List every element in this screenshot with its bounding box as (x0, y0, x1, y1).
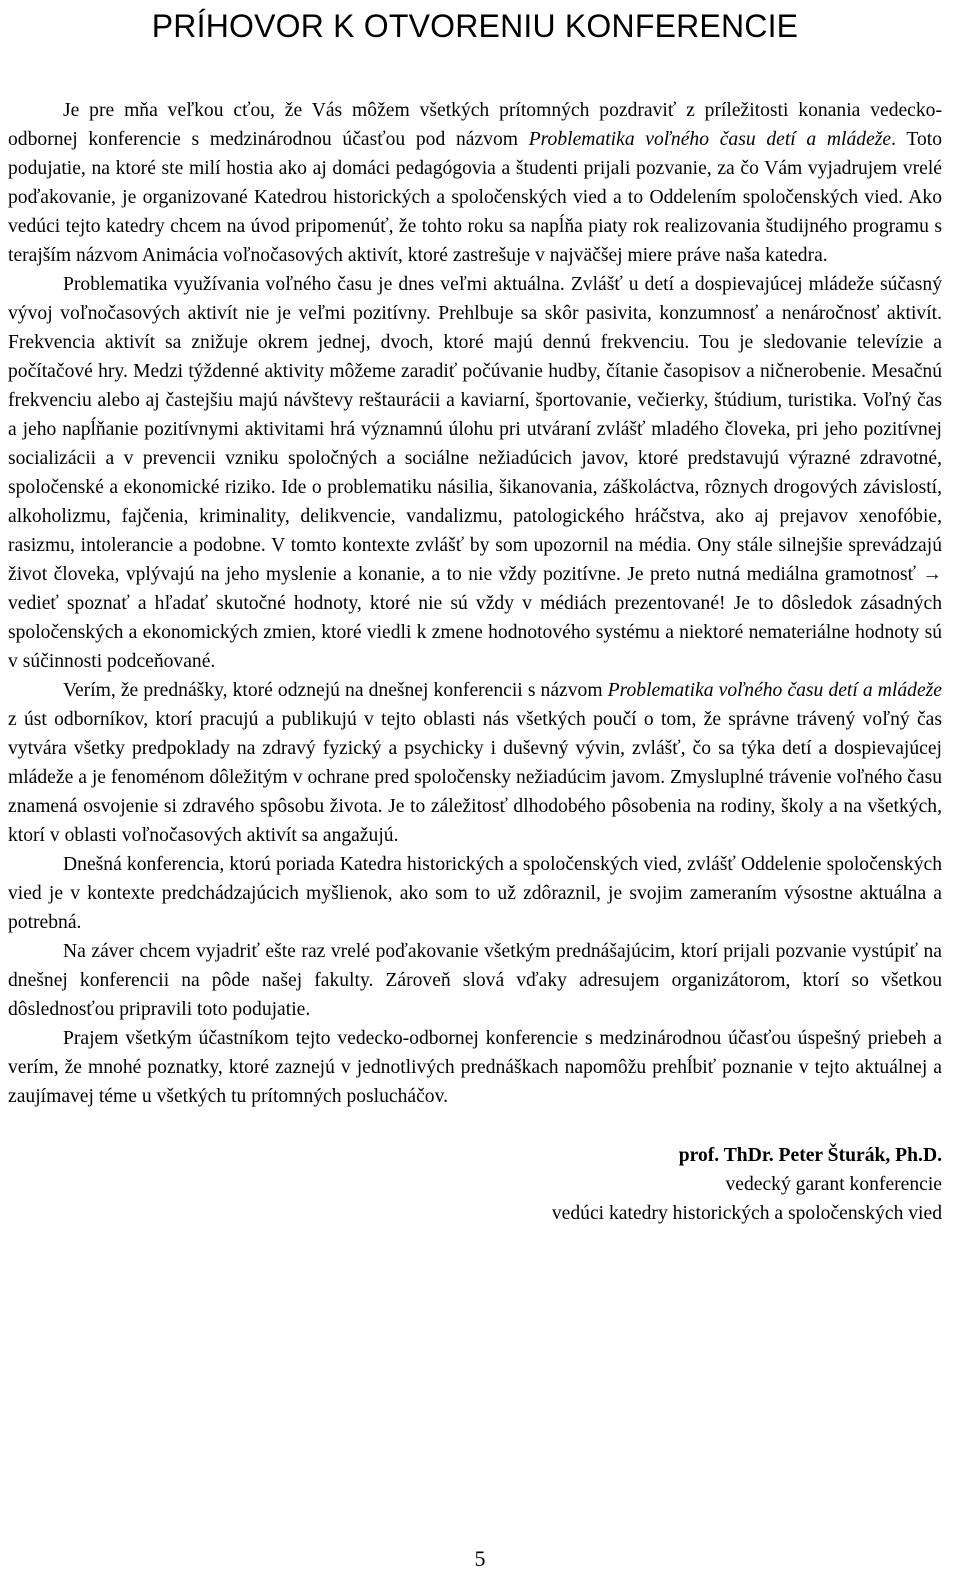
italic-title-phrase: Problematika voľného času detí a mládeže (528, 129, 892, 150)
paragraph-text: z úst odborníkov, ktorí pracujú a publikujú v tejto oblasti nás všetkých poučí o tom, že správne trávený voľný čas vytvára všetky predpoklady na zdravý fyzický a psychicky i duševný vývin, zvlášť, čo sa týka detí a dospievajúcej mládeže a je fenoménom dôležitým v ochrane pred spoločensky nežiadúcim javom. Zmysluplné trávenie voľného času znamená osvojenie si zdravého spôsobu života. Je to záležitosť dlhodobého pôsobenia na rodiny, školy a na všetkých, ktorí v oblasti voľnočasových aktivít sa angažujú. (8, 709, 942, 846)
paragraph-text: Problematika využívania voľného času je dnes veľmi aktuálna. Zvlášť u detí a dospievajúcej mládeže súčasný vývoj voľnočasových aktivít nie je veľmi pozitívny. Prehlbuje sa skôr pasivita, konzumnosť a nenáročnosť aktivít. Frekvencia aktivít sa znižuje okrem jednej, dvoch, ktoré majú dennú frekvenciu. Tou je sledovanie televízie a počítačové hry. Medzi týždenné aktivity môžeme zaradiť počúvanie hudby, čítanie časopisov a ničnerobenie. Mesačnú frekvenciu alebo aj častejšiu majú návštevy reštaurácii a kaviarní, športovanie, večierky, štúdium, turistika. Voľný čas a jeho napĺňanie pozitívnymi aktivitami hrá významnú úlohu pri utváraní zvlášť mladého človeka, pri jeho pozitívnej socializácii a v prevencii vzniku spoločných a sociálne nežiadúcich javov, ktoré predstavujú výrazné zdravotné, spoločenské a ekonomické riziko. Ide o problematiku násilia, šikanovania, záškoláctva, rôznych drogových závislostí, alkoholizmu, fajčenia, kriminality, delikvencie, vandalizmu, patologického hráčstva, ako aj prejavov xenofóbie, rasizmu, intolerancie a podobne. V tomto kontexte zvlášť by som upozornil na média. Ony stále silnejšie sprevádzajú život človeka, vplývajú na jeho myslenie a konanie, a to nie vždy pozitívne. Je preto nutná mediálna gramotnosť → vedieť spoznať a hľadať skutočné hodnoty, ktoré nie sú vždy v médiách prezentované! Je to dôsledok zásadných spoločenských a ekonomických zmien, ktoré viedli k zmene hodnotového systému a niektoré nemateriálne hodnoty sú v súčinnosti podceňované. (8, 274, 942, 672)
page-title: PRÍHOVOR K OTVORENIU KONFERENCIE (151, 8, 799, 44)
paragraph-6 (8, 1024, 942, 1111)
signatory-role-guarantor: vedecký garant konferencie (725, 1174, 942, 1195)
paragraph-text: Je pre mňa veľkou cťou, že Vás môžem všetkých prítomných pozdraviť z príležitosti konania vedecko-odbornej konferencie s medzinárodnou účasťou pod názvom (8, 100, 942, 150)
paragraph-text: Dnešná konferencia, ktorú poriada Katedra historických a spoločenských vied, zvlášť Oddelenie spoločenských vied je v kontexte predchádzajúcich myšlienok, ako som to už zdôraznil, je svojim zameraním výsostne aktuálna a potrebná. (8, 854, 942, 933)
paragraph-5 (8, 937, 942, 1024)
paragraph-text: Verím, že prednášky, ktoré odznejú na dnešnej konferencii s názvom (63, 680, 608, 701)
paragraph-3 (8, 676, 942, 850)
paragraph-4 (8, 850, 942, 937)
paragraph-text: . Toto podujatie, na ktoré ste milí hostia ako aj domáci pedagógovia a študenti prijali pozvanie, za čo Vám vyjadrujem vrelé poďakovanie, je organizované Katedrou historických a spoločenských vied a to Oddelením spoločenských vied. Ako vedúci tejto katedry chcem na úvod pripomenúť, že tohto roku sa napĺňa piaty rok realizovania študijného programu s terajším názvom Animácia voľnočasových aktivít, ktoré zastrešuje v najväčšej miere práve naša katedra. (8, 129, 942, 266)
signatory-name: prof. ThDr. Peter Šturák, Ph.D. (678, 1145, 942, 1166)
paragraph-text: Prajem všetkým účastníkom tejto vedecko-odbornej konferencie s medzinárodnou účasťou úspešný priebeh a verím, že mnohé poznatky, ktoré zaznejú v jednotlivých prednáškach napomôžu prehĺbiť poznanie v tejto aktuálnej a zaujímavej téme u všetkých tu prítomných poslucháčov. (8, 1028, 942, 1107)
speech-body (8, 96, 942, 1111)
document-page (8, 0, 942, 1228)
paragraph-2 (8, 270, 942, 676)
signatory-role-head: vedúci katedry historických a spoločenských vied (551, 1203, 942, 1224)
italic-title-phrase: Problematika voľného času detí a mládeže (607, 680, 942, 701)
page-number: 5 (474, 1546, 486, 1571)
paragraph-text: Na záver chcem vyjadriť ešte raz vrelé poďakovanie všetkým prednášajúcim, ktorí prijali pozvanie vystúpiť na dnešnej konferencii na pôde našej fakulty. Zároveň slová vďaky adresujem organizátorom, ktorí so všetkou dôslednosťou pripravili toto podujatie. (8, 941, 942, 1020)
paragraph-1 (8, 96, 942, 270)
signature-block (8, 1141, 942, 1228)
